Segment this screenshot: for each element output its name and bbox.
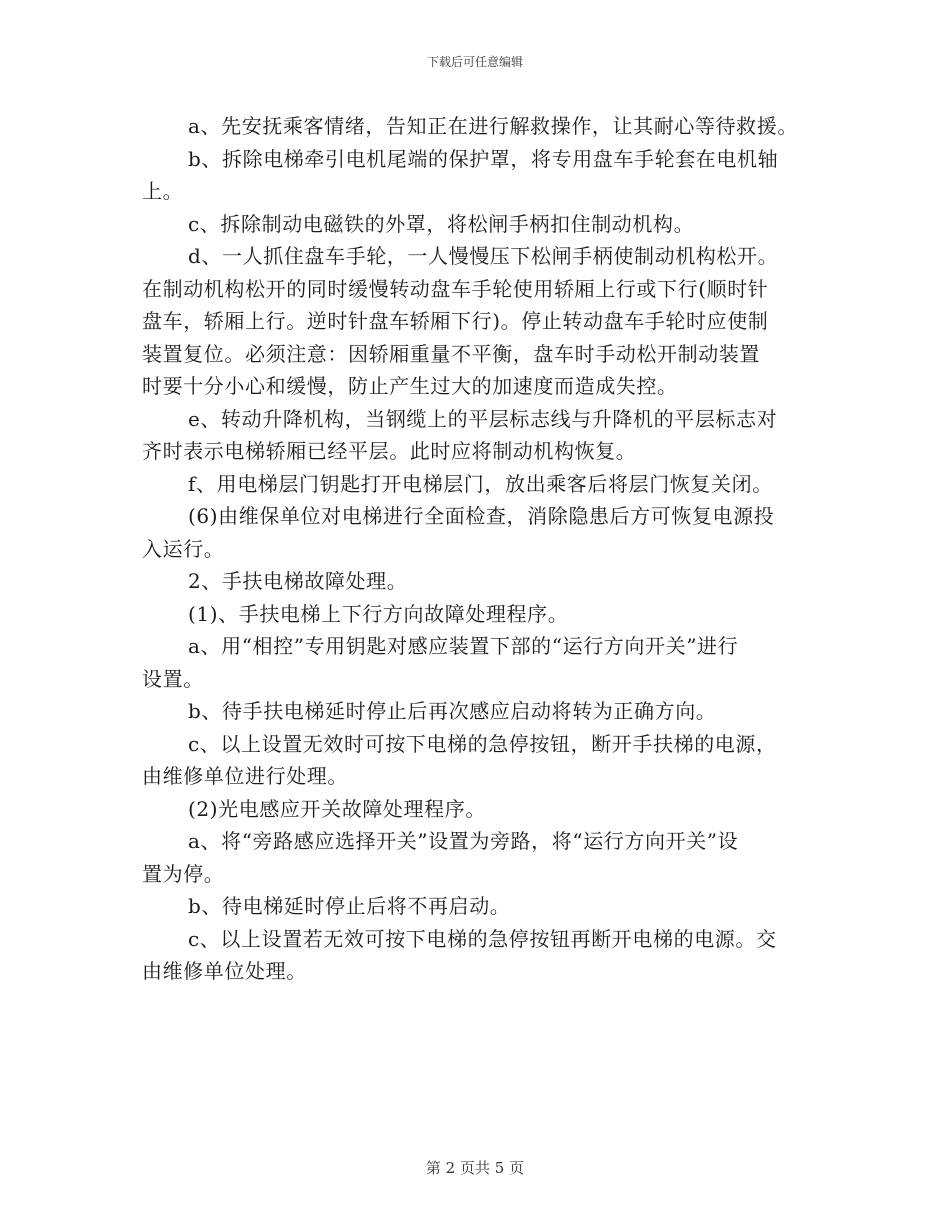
- page-header: 下载后可任意编辑: [426, 55, 523, 69]
- paragraph-line: 由维修单位进行处理。: [142, 764, 348, 788]
- paragraph-line: b、拆除电梯牵引电机尾端的保护罩，将专用盘车手轮套在电机轴: [188, 146, 779, 171]
- paragraph-line: f、用电梯层门钥匙打开电梯层门，放出乘客后将层门恢复关闭。: [188, 471, 773, 496]
- paragraph-line: (1)、手扶电梯上下行方向故障处理程序。: [188, 601, 569, 626]
- page-number: 第 2 页共 5 页: [425, 1159, 525, 1177]
- paragraph-line: a、用“相控”专用钥匙对感应装置下部的“运行方向开关”进行: [188, 634, 739, 658]
- paragraph-line: 时要十分小心和缓慢，防止产生过大的加速度而造成失控。: [142, 374, 678, 398]
- paragraph-line: 在制动机构松开的同时缓慢转动盘车手轮使用轿厢上行或下行(顺时针: [142, 276, 769, 301]
- paragraph-line: 齐时表示电梯轿厢已经平层。此时应将制动机构恢复。: [142, 439, 637, 463]
- paragraph-line: a、先安抚乘客情绪，告知正在进行解救操作，让其耐心等待救援。: [188, 114, 798, 138]
- paragraph-line: c、以上设置无效时可按下电梯的急停按钮，断开手扶梯的电源，: [188, 731, 777, 756]
- paragraph-line: (6)由维保单位对电梯进行全面检查，消除隐患后方可恢复电源投: [188, 504, 775, 528]
- document-body: [142, 110, 822, 988]
- paragraph-line: 置为停。: [142, 861, 225, 886]
- paragraph-line: 装置复位。必须注意：因轿厢重量不平衡，盘车时手动松开制动装置: [142, 341, 760, 366]
- paragraph-line: 2、手扶电梯故障处理。: [188, 569, 408, 593]
- paragraph-line: c、拆除制动电磁铁的外罩，将松闸手柄扣住制动机构。: [188, 211, 695, 236]
- paragraph-line: e、转动升降机构，当钢缆上的平层标志线与升降机的平层标志对: [188, 406, 778, 431]
- paragraph-line: 入运行。: [142, 536, 225, 561]
- paragraph-line: b、待电梯延时停止后将不再启动。: [188, 894, 511, 918]
- paragraph-line: c、以上设置若无效可按下电梯的急停按钮再断开电梯的电源。交: [188, 926, 777, 951]
- paragraph-line: d、一人抓住盘车手轮，一人慢慢压下松闸手柄使制动机构松开。: [188, 244, 779, 268]
- paragraph-line: 盘车，轿厢上行。逆时针盘车轿厢下行)。停止转动盘车手轮时应使制: [142, 309, 769, 333]
- paragraph-line: 由维修单位处理。: [142, 959, 307, 983]
- paragraph-line: (2)光电感应开关故障处理程序。: [188, 796, 486, 821]
- paragraph-line: 上。: [142, 179, 184, 203]
- paragraph-line: a、将“旁路感应选择开关”设置为旁路，将“运行方向开关”设: [188, 829, 739, 853]
- paragraph-line: 设置。: [142, 666, 204, 691]
- paragraph-line: b、待手扶电梯延时停止后再次感应启动将转为正确方向。: [188, 699, 717, 723]
